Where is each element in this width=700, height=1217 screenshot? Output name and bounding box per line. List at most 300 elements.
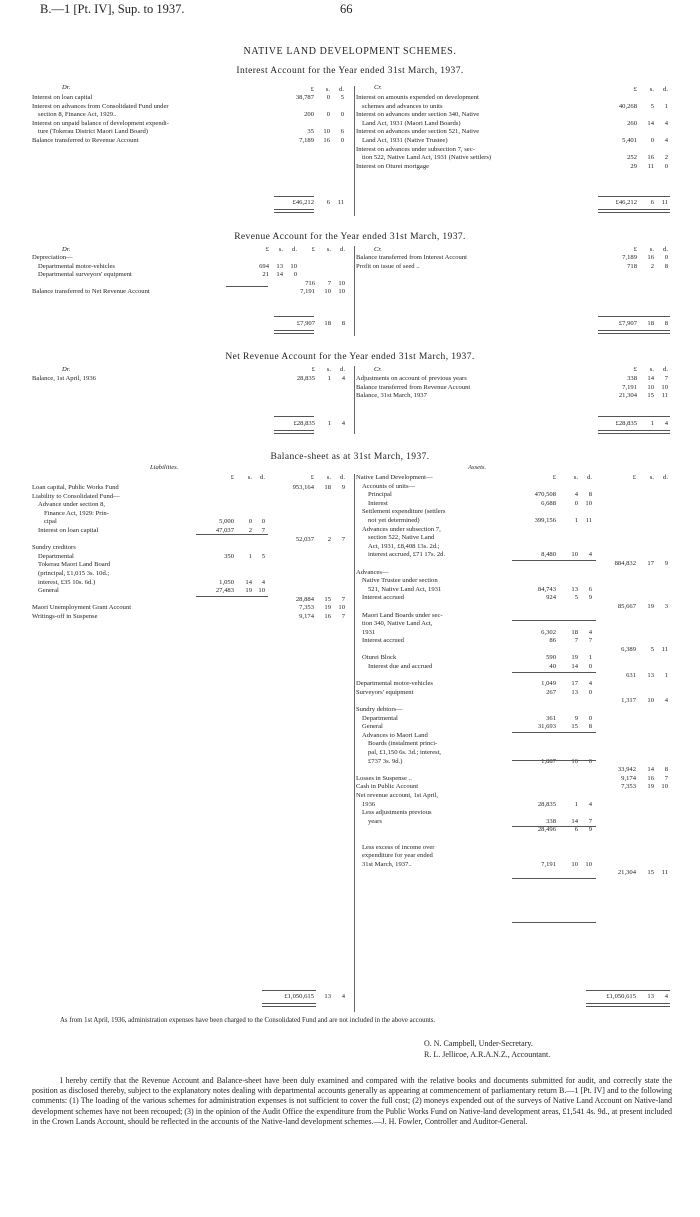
ledger-row (356, 263, 670, 272)
amount-pence: 7 (341, 595, 345, 603)
amount-shillings: 10 (571, 551, 578, 559)
row-label: Sundry debtors— (356, 706, 403, 714)
ledger-row (356, 128, 670, 137)
amount-pounds: 8,480 (541, 551, 556, 559)
row-label: Departmental (38, 552, 74, 560)
column-header-pence: d. (260, 474, 265, 481)
revenue-total-credit-shillings: 18 (647, 320, 654, 327)
signature-under-secretary: O. N. Campbell, Under-Secretary. (424, 1039, 533, 1048)
amount-pounds: 86 (549, 637, 556, 645)
ledger-row (32, 570, 354, 579)
ledger-row (32, 553, 354, 562)
assets-total-pence: 4 (664, 993, 668, 1000)
amount-shillings: 19 (647, 602, 654, 610)
ledger-row (356, 792, 670, 801)
amount-pence: 0 (293, 271, 297, 279)
column-header-pounds: £ (633, 246, 637, 253)
ledger-row (356, 137, 670, 146)
amount-pounds: 631 (626, 671, 636, 679)
row-label: Departmental (362, 714, 398, 722)
row-label: section 522, Native Land (368, 534, 435, 542)
column-header-shillings: s. (326, 246, 331, 253)
subtotal-rule (274, 416, 314, 417)
ledger-row (356, 758, 670, 767)
ledger-row (356, 483, 670, 492)
amount-pounds: 35 (307, 128, 314, 136)
interest-credit-side (356, 94, 670, 171)
row-label: Native Trustee under section (362, 577, 438, 585)
ledger-row (356, 569, 670, 578)
net-revenue-account-heading: Net Revenue Account for the Year ended 31st March, 1937. (225, 352, 475, 362)
row-label: Oturei Block (362, 654, 397, 662)
ledger-row (356, 654, 670, 663)
ledger-row (356, 844, 670, 853)
amount-pounds: 7,353 (621, 783, 636, 791)
liabilities-total-shillings: 13 (324, 993, 331, 1000)
ledger-row (356, 801, 670, 810)
ledger-row (356, 740, 670, 749)
liabilities-side (32, 484, 354, 622)
amount-shillings: 19 (245, 587, 252, 595)
row-label: (principal, £1,015 3s. 10d.; (38, 569, 110, 577)
amount-shillings: 5 (650, 102, 654, 110)
column-header-pence: d. (663, 366, 668, 373)
row-label: Adjustments on account of previous years (356, 375, 467, 382)
column-header-pence: d. (663, 246, 668, 253)
debit-label: Dr. (62, 84, 71, 91)
amount-pounds: 694 (259, 262, 269, 270)
amount-pence: 5 (261, 552, 265, 560)
amount-pounds: 260 (627, 119, 637, 127)
column-header-pounds: £ (311, 366, 315, 373)
amount-shillings: 14 (276, 271, 283, 279)
amount-shillings: 17 (647, 559, 654, 567)
row-label: Land Act, 1931 (Maori Land Boards) (362, 119, 461, 127)
subtotal-rule (512, 760, 596, 761)
amount-pence: 4 (664, 697, 668, 705)
amount-shillings: 1 (574, 800, 578, 808)
amount-pounds: 361 (546, 714, 556, 722)
ledger-row (356, 620, 670, 629)
amount-pounds: 1,050 (219, 578, 234, 586)
amount-shillings: 11 (647, 162, 654, 170)
subtotal-rule (274, 196, 314, 197)
row-label: Advances— (356, 568, 389, 576)
row-label: Balance transferred from Interest Account (356, 254, 467, 261)
amount-pounds: 7,191 (541, 860, 556, 868)
amount-pounds: 399,156 (534, 516, 556, 524)
amount-shillings: 10 (647, 383, 654, 391)
ledger-row (32, 604, 354, 613)
row-label: Departmental motor-vehicles (356, 680, 433, 688)
amount-pence: 10 (585, 499, 592, 507)
row-label: not yet determined) (368, 516, 420, 524)
row-label: tion 340, Native Land Act, (362, 620, 433, 628)
ledger-row (356, 766, 670, 775)
ledger-row (356, 646, 670, 655)
amount-shillings: 10 (324, 288, 331, 296)
ledger-row (356, 603, 670, 612)
amount-pence: 6 (588, 585, 592, 593)
ledger-row (356, 663, 670, 672)
amount-shillings: 16 (647, 154, 654, 162)
row-label: interest, £35 10s. 6d.) (38, 578, 96, 586)
ledger-row (356, 163, 670, 172)
ledger-row (356, 629, 670, 638)
amount-shillings: 7 (327, 279, 331, 287)
column-header-pence: d. (587, 474, 592, 481)
credit-label: Cr. (374, 366, 382, 373)
row-label: tion 522, Native Land Act, 1931 (Native settlers) (362, 154, 492, 162)
signature-accountant: R. L. Jellicoe, A.R.A.N.Z., Accountant. (424, 1050, 551, 1059)
row-label: Maori Land Boards under sec- (362, 611, 443, 619)
amount-pounds: 1,317 (621, 697, 636, 705)
row-label: Loan capital, Public Works Fund (32, 484, 119, 491)
column-header-pounds: £ (633, 86, 637, 93)
ledger-row (32, 536, 354, 545)
ledger-row (32, 493, 354, 502)
ledger-row (32, 263, 354, 272)
debit-label: Dr. (62, 366, 71, 373)
subtotal-rule (274, 316, 314, 317)
row-label: General (362, 723, 383, 731)
amount-pounds: 21 (262, 271, 269, 279)
amount-pounds: 953,164 (292, 484, 314, 491)
amount-pence: 9 (341, 484, 345, 491)
subtotal-rule (512, 672, 596, 673)
amount-pounds: 5,401 (622, 136, 637, 144)
total-rule (274, 430, 314, 434)
amount-pence: 7 (341, 535, 345, 543)
amount-pounds: 28,884 (295, 595, 314, 603)
ledger-row (356, 384, 670, 393)
column-header-shillings: s. (649, 366, 654, 373)
interest-total-credit-pence: 11 (661, 199, 668, 206)
interest-total-credit-pounds: £46,212 (615, 199, 637, 206)
ledger-row (356, 375, 670, 384)
total-rule (274, 209, 314, 213)
row-label: Principal (368, 491, 392, 499)
subtotal-rule (512, 732, 596, 733)
amount-pence: 8 (588, 723, 592, 731)
amount-shillings: 16 (647, 774, 654, 782)
column-header-pounds: £ (311, 246, 315, 253)
row-label: Balance, 1st April, 1936 (32, 375, 96, 382)
amount-pounds: 7,189 (299, 136, 314, 144)
revenue-total-debit-pounds: £7,907 (296, 320, 315, 327)
amount-shillings: 5 (650, 645, 654, 653)
net-revenue-total-debit-pence: 4 (341, 420, 345, 427)
amount-pence: 10 (338, 288, 345, 296)
amount-pence: 0 (261, 518, 265, 526)
row-label: Departmental motor-vehicles (38, 262, 115, 270)
ledger-row (356, 534, 670, 543)
ledger-row (356, 560, 670, 569)
amount-pence: 10 (290, 262, 297, 270)
amount-pounds: 200 (304, 111, 314, 119)
interest-total-credit-shillings: 6 (650, 199, 654, 206)
amount-pounds: 884,832 (614, 559, 636, 567)
amount-pence: 4 (664, 119, 668, 127)
revenue-credit-side (356, 254, 670, 271)
row-label: Profit on issue of seed .. (356, 262, 420, 270)
row-label: Less excess of income over (362, 843, 435, 851)
amount-pounds: 7,191 (622, 383, 637, 391)
row-label: Less adjustments previous (362, 809, 432, 817)
column-header-pounds: £ (265, 246, 269, 253)
amount-pence: 11 (661, 645, 668, 653)
column-header-pounds: £ (310, 474, 314, 481)
column-header-pounds: £ (633, 366, 637, 373)
ledger-row (356, 783, 670, 792)
amount-pounds: 28,835 (296, 375, 315, 382)
row-label: schemes and advances to units (362, 102, 443, 110)
ledger-row (356, 120, 670, 129)
amount-shillings: 14 (647, 375, 654, 382)
amount-pounds: 1,887 (541, 757, 556, 765)
ledger-row (32, 120, 354, 129)
ledger-row (356, 809, 670, 818)
ledger-row (356, 775, 670, 784)
ledger-row (32, 484, 354, 493)
amount-pence: 4 (588, 628, 592, 636)
amount-pounds: 21,304 (617, 869, 636, 877)
column-header-shillings: s. (325, 86, 330, 93)
net-revenue-credit-side (356, 375, 670, 401)
ledger-row (356, 586, 670, 595)
row-label: Interest on Oturei mortgage (356, 162, 430, 170)
ledger-row (32, 280, 354, 289)
amount-pounds: 84,743 (537, 585, 556, 593)
ledger-row (356, 543, 670, 552)
row-label: Interest accrued (362, 637, 404, 645)
assets-side (356, 474, 670, 878)
amount-pounds: 7,353 (299, 604, 314, 612)
amount-shillings: 2 (248, 526, 252, 534)
ledger-row (356, 517, 670, 526)
revenue-total-credit-pounds: £7,907 (618, 320, 637, 327)
column-header-shillings: s. (573, 474, 578, 481)
amount-pounds: 350 (224, 552, 234, 560)
ledger-row (356, 111, 670, 120)
page-header (40, 2, 660, 18)
interest-debit-side (32, 94, 354, 146)
column-header-pounds: £ (230, 474, 234, 481)
amount-pounds: 1,049 (541, 680, 556, 688)
amount-pounds: 338 (627, 375, 637, 382)
row-label: £737 3s. 9d.) (368, 757, 403, 765)
amount-pence: 0 (664, 162, 668, 170)
subtotal-rule (196, 534, 268, 535)
ledger-row (32, 501, 354, 510)
row-label: ture (Tokerau District Maori Land Board) (38, 128, 148, 136)
amount-pence: 4 (261, 578, 265, 586)
row-label: Balance transferred from Revenue Account (356, 383, 471, 391)
audit-certificate: I hereby certify that the Revenue Account and Balance-sheet have been duly examined and compared with the relative books and documents submitted for audit, and correctly state the position as disclosed thereby, subject to the explanatory notes dealing with departmental accounts generally as appearing at commencement of parliamentary return B.—1 [Pt. IV] and to the following comments: (1) The loading of the various schemes for administration expenses is not sufficient to cover the full cost; (2) moneys expended out of the surveys of Native Land Account on Native-land development schemes have not been recouped; (3) in the opinion of the Audit Office the expenditure from the Public Works Fund on Native-land development areas, £1,541 4s. 9d., at present included in the Crown Lands Account, should be reflected in the accounts of the Native-land development schemes.—J. H. Fowler, Controller and Auditor-General. (32, 1076, 673, 1126)
amount-shillings: 7 (574, 637, 578, 645)
ledger-row (32, 561, 354, 570)
amount-pounds: 267 (546, 688, 556, 696)
row-label: Balance transferred to Net Revenue Account (32, 288, 150, 296)
amount-pounds: 29 (630, 162, 637, 170)
row-label: Writings-off in Suspense (32, 612, 98, 620)
row-label: 1936 (362, 800, 376, 808)
amount-pence: 0 (340, 111, 344, 119)
amount-shillings: 15 (324, 595, 331, 603)
row-label: Surveyors' equipment (356, 688, 414, 696)
amount-pounds: 6,688 (541, 499, 556, 507)
amount-pence: 7 (664, 774, 668, 782)
amount-pence: 0 (588, 663, 592, 671)
amount-pence: 10 (338, 279, 345, 287)
amount-pence: 4 (588, 680, 592, 688)
amount-pounds: 85,667 (617, 602, 636, 610)
amount-shillings: 9 (574, 714, 578, 722)
total-rule (598, 430, 670, 434)
amount-pounds: 9,174 (299, 612, 314, 620)
revenue-account-heading: Revenue Account for the Year ended 31st March, 1937. (234, 232, 466, 242)
row-label: Land Act, 1931 (Native Trustee) (362, 136, 448, 144)
row-label: Interest on advances under section 340, Native (356, 111, 480, 119)
ledger-row (356, 732, 670, 741)
subtotal-rule (226, 286, 268, 287)
amount-pence: 11 (661, 392, 668, 400)
amount-pounds: 6,302 (541, 628, 556, 636)
amount-shillings: 14 (647, 766, 654, 774)
amount-shillings: 13 (276, 262, 283, 270)
subtotal-rule (586, 990, 670, 991)
report-reference: B.—1 [Pt. IV], Sup. to 1937. (40, 2, 185, 16)
footnote: As from 1st April, 1936, administration expenses have been charged to the Consolidated Fund and are not included in the above accounts. (60, 1017, 436, 1024)
amount-pounds: 470,508 (534, 491, 556, 499)
assets-total-shillings: 13 (647, 993, 654, 1000)
row-label: Interest (368, 499, 388, 507)
liabilities-total-pence: 4 (341, 993, 345, 1000)
row-label: Interest on unpaid balance of development expendi- (32, 119, 169, 127)
ledger-row (356, 254, 670, 263)
row-label: Balance transferred to Revenue Account (32, 136, 139, 144)
amount-pence: 8 (588, 491, 592, 499)
amount-pence: 10 (338, 604, 345, 612)
subtotal-rule (512, 560, 596, 561)
amount-shillings: 18 (324, 484, 331, 491)
amount-pence: 0 (664, 254, 668, 261)
page-number: 66 (340, 2, 353, 16)
amount-shillings: 15 (647, 869, 654, 877)
ledger-row (356, 154, 670, 163)
amount-pence: 0 (588, 757, 592, 765)
amount-shillings: 14 (571, 663, 578, 671)
amount-pounds: 40,268 (618, 102, 637, 110)
amount-pence: 11 (661, 869, 668, 877)
row-label: Balance, 31st March, 1937 (356, 392, 427, 400)
column-header-shillings: s. (326, 366, 331, 373)
ledger-row (356, 577, 670, 586)
column-header-pounds: £ (632, 474, 636, 481)
column-header-pounds: £ (552, 474, 556, 481)
amount-shillings: 2 (650, 262, 654, 270)
amount-pence: 0 (588, 714, 592, 722)
amount-pence: 9 (588, 826, 592, 834)
ledger-row (356, 715, 670, 724)
ledger-row (356, 861, 670, 870)
column-header-pence: d. (340, 246, 345, 253)
ledger-row (32, 587, 354, 596)
row-label: Accounts of units— (362, 482, 416, 490)
amount-pence: 8 (664, 766, 668, 774)
column-divider (354, 246, 355, 336)
row-label: Maori Unemployment Grant Account (32, 604, 132, 612)
amount-shillings: 0 (326, 94, 330, 101)
row-label: pal, £1,150 6s. 3d.; interest, (368, 749, 442, 756)
ledger-row (356, 869, 670, 878)
amount-pounds: 38,787 (295, 94, 314, 101)
amount-pounds: 924 (546, 594, 556, 602)
ledger-row (356, 594, 670, 603)
column-divider (354, 366, 355, 434)
amount-pence: 8 (664, 262, 668, 270)
subtotal-rule (598, 416, 670, 417)
ledger-row (32, 510, 354, 519)
row-label: Interest on amounts expended on development (356, 94, 479, 101)
amount-pence: 9 (588, 594, 592, 602)
amount-shillings: 18 (571, 628, 578, 636)
amount-pounds: 5,000 (219, 518, 234, 526)
net-revenue-total-credit-shillings: 1 (650, 420, 654, 427)
ledger-row (356, 551, 670, 560)
ledger-row (356, 689, 670, 698)
subtotal-rule (512, 878, 596, 879)
balance-sheet-heading: Balance-sheet as at 31st March, 1937. (270, 452, 430, 462)
amount-shillings: 16 (647, 254, 654, 261)
subtotal-rule (512, 826, 596, 827)
amount-shillings: 17 (571, 680, 578, 688)
column-header-pence: d. (663, 474, 668, 481)
ledger-row (32, 288, 354, 297)
total-rule (598, 330, 670, 334)
amount-pence: 0 (588, 688, 592, 696)
amount-pence: 4 (664, 136, 668, 144)
ledger-row (356, 526, 670, 535)
credit-label: Cr. (374, 246, 382, 253)
amount-shillings: 13 (571, 585, 578, 593)
assets-total-pounds: £1,050,615 (606, 993, 636, 1000)
row-label: Interest on loan capital (32, 94, 93, 101)
row-label: Act, 1931, £8,408 13s. 2d.; (368, 542, 440, 550)
ledger-row (356, 474, 670, 483)
amount-pence: 7 (588, 637, 592, 645)
column-header-shillings: s. (649, 246, 654, 253)
row-label: Advance under section 8, (38, 501, 106, 509)
amount-pounds: 7,191 (300, 288, 315, 296)
amount-pence: 7 (664, 375, 668, 382)
subtotal-rule (262, 990, 316, 991)
interest-total-debit-shillings: 6 (326, 199, 330, 206)
amount-shillings: 1 (248, 552, 252, 560)
row-label: section 8, Finance Act, 1929.. (38, 111, 117, 119)
amount-shillings: 19 (324, 604, 331, 612)
amount-pounds: 21,304 (618, 392, 637, 400)
subtotal-rule (512, 620, 596, 621)
column-header-shillings: s. (649, 86, 654, 93)
total-rule (598, 209, 670, 213)
ledger-row (356, 680, 670, 689)
row-label: Tokerau Maori Land Board (38, 561, 111, 569)
amount-shillings: 15 (647, 392, 654, 400)
ledger-row (356, 500, 670, 509)
ledger-row (32, 375, 354, 384)
amount-pence: 10 (661, 383, 668, 391)
